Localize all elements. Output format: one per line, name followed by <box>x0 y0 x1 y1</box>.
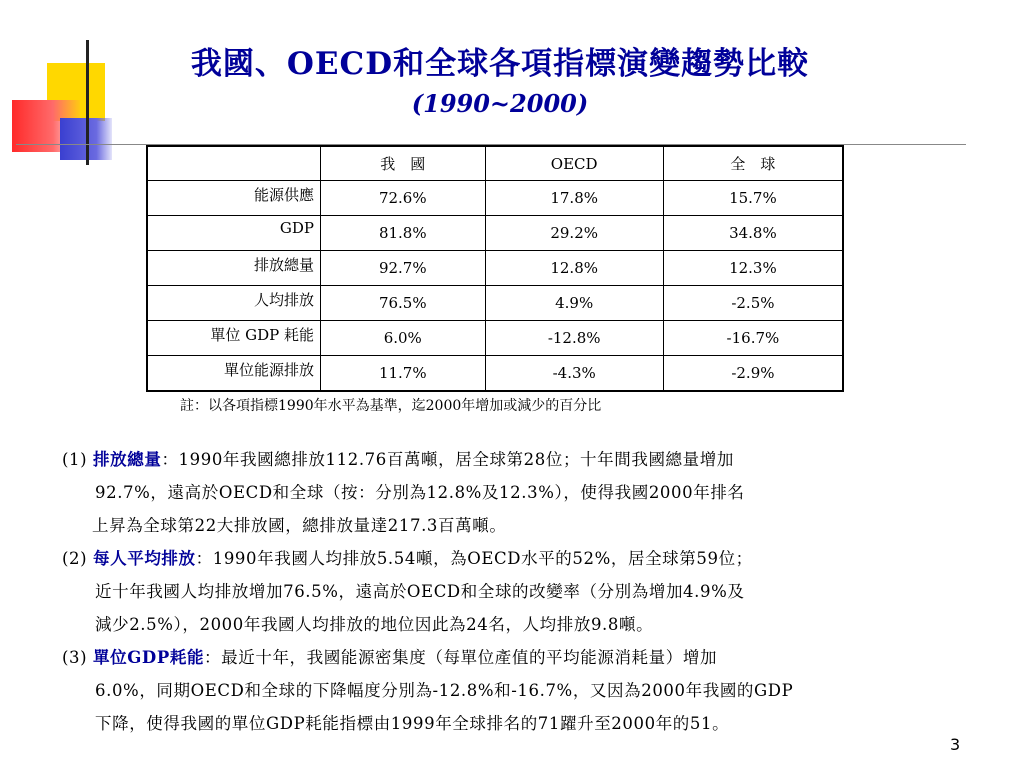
paragraph-keyword: 每人平均排放 <box>93 549 196 568</box>
table-cell: 76.5% <box>321 286 486 321</box>
table-cell: -16.7% <box>663 321 843 356</box>
table-cell: -12.8% <box>485 321 663 356</box>
table-cell: 34.8% <box>663 216 843 251</box>
paragraph-3-line-2: 6.0%，同期OECD和全球的下降幅度分別為-12.8%和-16.7%，又因為2000年我國的GDP <box>95 681 794 700</box>
table-cell: -2.5% <box>663 286 843 321</box>
table-header-cell <box>147 146 321 181</box>
paragraph-text: ：1990年我國總排放112.76百萬噸，居全球第28位；十年間我國總量增加 <box>161 450 734 469</box>
row-label: 單位 GDP 耗能 <box>147 321 321 356</box>
paragraph-1-line-3: 上昇為全球第22大排放國，總排放量達217.3百萬噸。 <box>92 516 507 535</box>
table-cell: 92.7% <box>321 251 486 286</box>
table-cell: -4.3% <box>485 356 663 392</box>
slide-subtitle: (1990~2000) <box>411 89 589 118</box>
row-label: 能源供應 <box>147 181 321 216</box>
row-label: 單位能源排放 <box>147 356 321 392</box>
table-row <box>147 216 843 251</box>
paragraph-2-line-2: 近十年我國人均排放增加76.5%，遠高於OECD和全球的改變率（分別為增加4.9%及 <box>95 582 745 601</box>
paragraph-number: (1) <box>62 450 94 469</box>
paragraph-number: (2) <box>62 549 94 568</box>
paragraph-keyword: 單位GDP耗能 <box>93 648 205 667</box>
table-header-cell: 全 球 <box>663 146 843 181</box>
table-cell: 11.7% <box>321 356 486 392</box>
slide-title: 我國、OECD和全球各項指標演變趨勢比較 <box>190 46 810 82</box>
decor-vertical-line <box>86 40 89 165</box>
row-label: GDP <box>147 216 321 251</box>
table-header-cell: 我 國 <box>321 146 486 181</box>
table-footnote: 註：以各項指標1990年水平為基準，迄2000年增加或減少的百分比 <box>180 398 602 414</box>
table-row <box>147 251 843 286</box>
paragraph-number: (3) <box>62 648 94 667</box>
table-cell: 81.8% <box>321 216 486 251</box>
table-cell: -2.9% <box>663 356 843 392</box>
page-number: 3 <box>950 735 961 754</box>
table-row <box>147 181 843 216</box>
table-row <box>147 286 843 321</box>
paragraph-3-line-1 <box>62 644 717 668</box>
indicator-table <box>146 145 844 392</box>
paragraph-1-line-2: 92.7%，遠高於OECD和全球（按：分別為12.8%及12.3%），使得我國2000年排名 <box>95 483 745 502</box>
table-cell: 29.2% <box>485 216 663 251</box>
table-cell: 6.0% <box>321 321 486 356</box>
table-cell: 12.8% <box>485 251 663 286</box>
paragraph-text: ：1990年我國人均排放5.54噸，為OECD水平的52%，居全球第59位； <box>195 549 753 568</box>
row-label: 人均排放 <box>147 286 321 321</box>
table-cell: 17.8% <box>485 181 663 216</box>
table-header-row <box>147 146 843 181</box>
paragraph-2-line-1 <box>62 545 753 569</box>
row-label: 排放總量 <box>147 251 321 286</box>
table-cell: 4.9% <box>485 286 663 321</box>
table-header-cell: OECD <box>485 146 663 181</box>
table-cell: 15.7% <box>663 181 843 216</box>
paragraph-text: ：最近十年，我國能源密集度（每單位產值的平均能源消耗量）增加 <box>204 648 718 667</box>
table-cell: 12.3% <box>663 251 843 286</box>
table-row <box>147 356 843 392</box>
paragraph-keyword: 排放總量 <box>93 450 162 469</box>
paragraph-1-line-1 <box>62 446 734 470</box>
paragraph-2-line-3: 減少2.5%），2000年我國人均排放的地位因此為24名，人均排放9.8噸。 <box>95 615 654 634</box>
paragraph-3-line-3: 下降，使得我國的單位GDP耗能指標由1999年全球排名的71躍升至2000年的51。 <box>95 714 730 733</box>
table-cell: 72.6% <box>321 181 486 216</box>
table-row <box>147 321 843 356</box>
